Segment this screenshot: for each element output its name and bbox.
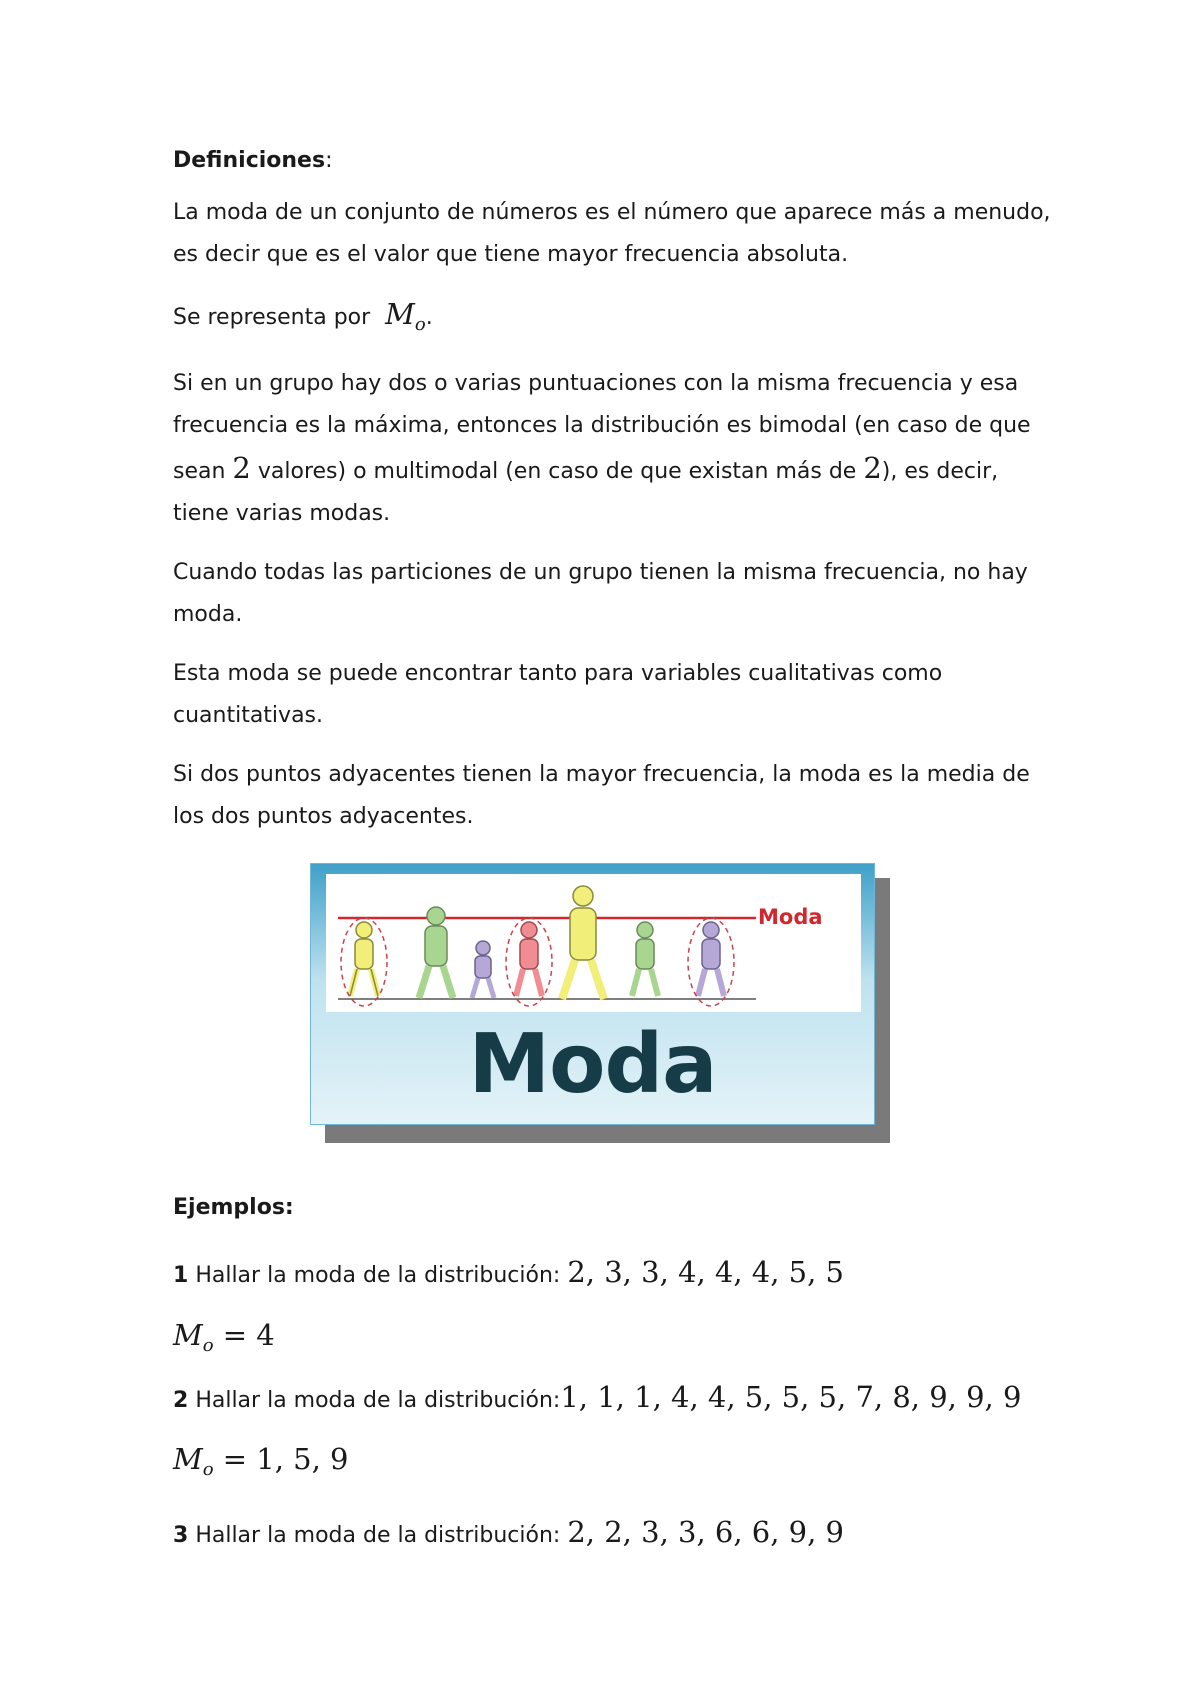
person-green-1 [419, 907, 453, 998]
person-green-2 [632, 922, 658, 996]
person-purple-2 [698, 922, 724, 996]
person-purple-1 [472, 941, 494, 998]
definition-paragraph-2: Se representa por $M_o$. [173, 297, 433, 335]
examples-heading: Ejemplos: [173, 1195, 294, 1220]
definitions-section [173, 140, 1053, 855]
definitions-heading: Definiciones: [173, 148, 333, 173]
people-illustration [326, 874, 861, 1012]
example-1-result: $M_o = 4$ [173, 1318, 275, 1356]
example-2: 2 Hallar la moda de la distribución:1, 1, 1, 4, 4, 5, 5, 5, 7, 8, 9, 9, 9 [173, 1380, 1022, 1414]
person-yellow-1 [350, 922, 378, 996]
moda-figure [310, 863, 880, 1141]
example-2-result: $M_o = 1$, 5, 9 [173, 1442, 349, 1480]
moda-label: Moda [758, 905, 823, 929]
example-1-data: 2, 3, 3, 4, 4, 4, 5, 5 [567, 1255, 845, 1289]
person-red-1 [516, 922, 542, 996]
figure-panel [310, 863, 875, 1125]
definition-paragraph-1: La moda de un conjunto de números es el número que aparece más a menudo, es decir que es el valor que tiene mayor frecuencia absoluta. [173, 200, 1051, 267]
definition-paragraph-6: Si dos puntos adyacentes tienen la mayor frecuencia, la moda es la media de los dos puntos adyacentes. [173, 762, 1030, 829]
definition-paragraph-5: Esta moda se puede encontrar tanto para variables cualitativas como cuantitativas. [173, 661, 943, 728]
definition-paragraph-4: Cuando todas las particiones de un grupo tienen la misma frecuencia, no hay moda. [173, 560, 1028, 627]
example-2-data: 1, 1, 1, 4, 4, 5, 5, 5, 7, 8, 9, 9, 9 [560, 1380, 1022, 1414]
definition-paragraph-3: Si en un grupo hay dos o varias puntuaciones con la misma frecuencia y esa frecuencia es la máxima, entonces la distribución es bimodal (en caso de que sean 2 valores) o multimodal (en caso de que existan más de 2), es decir, tiene varias modas. [173, 371, 1031, 526]
example-3-data: 2, 2, 3, 3, 6, 6, 9, 9 [567, 1515, 845, 1549]
figure-title: Moda [468, 1017, 717, 1112]
example-3: 3 Hallar la moda de la distribución: 2, 2, 3, 3, 6, 6, 9, 9 [173, 1515, 845, 1549]
person-yellow-2 [562, 886, 604, 999]
example-1: 1 Hallar la moda de la distribución: 2, 3, 3, 4, 4, 4, 5, 5 [173, 1255, 845, 1289]
